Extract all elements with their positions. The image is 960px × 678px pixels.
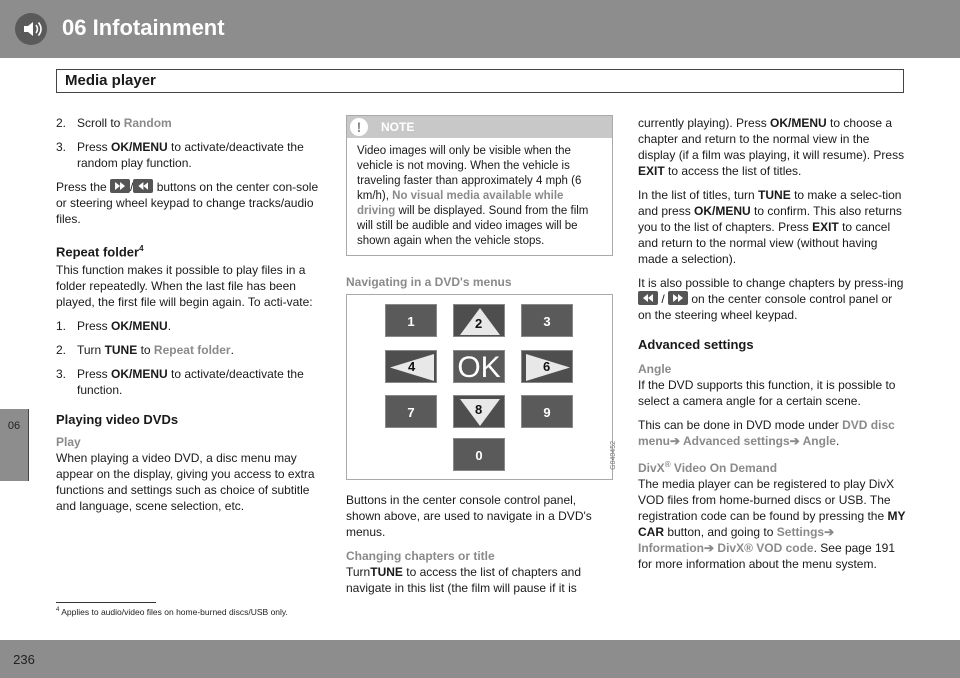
previous-track-icon (133, 179, 153, 193)
paragraph: currently playing). Press OK/MENU to choose a chapter and return to the normal view in the display (if a film was playing, it will resume). Press EXIT to access the list of titles. (638, 116, 905, 178)
paragraph: In the list of titles, turn TUNE to make a selec-tion and press OK/MENU to confirm. This also returns you to the list of chapters. Press EXIT to cancel and return to the normal view (without having made a selection). (638, 188, 902, 266)
section-title: Media player (65, 72, 156, 89)
column-1 (56, 115, 324, 522)
warning-icon: ! (350, 118, 368, 136)
heading-advanced-settings: Advanced settings (638, 337, 754, 352)
next-track-icon (668, 291, 688, 305)
keypad-illustration (346, 294, 617, 480)
paragraph: This can be done in DVD mode under DVD disc menu➔ Advanced settings➔ Angle. (638, 418, 895, 448)
section-title-box (56, 69, 904, 93)
paragraph: The media player can be registered to play DivX VOD files from home-burned discs or USB. The registration code can be found by pressing the MY CAR button, and going to Settings➔ Information➔ DivX® VOD code. See page 191 for more information about the menu system. (638, 477, 906, 571)
arrow-right-icon: ➔ (670, 434, 681, 448)
list-item: 2. Scroll to Random (56, 116, 172, 130)
column-2 (346, 115, 617, 604)
key-0: 0 (453, 438, 505, 471)
footnote-rule (56, 602, 156, 603)
footer-bar (0, 640, 960, 678)
key-6-right-arrow: 6 (521, 350, 573, 383)
key-3: 3 (521, 304, 573, 337)
key-ok: OK (453, 350, 505, 383)
heading-angle: Angle (638, 362, 672, 376)
arrow-right-icon: ➔ (704, 541, 715, 555)
paragraph: TurnTUNE to access the list of chapters and navigate in this list (the film will pause if it is (346, 565, 582, 595)
heading-navigating: Navigating in a DVD's menus (346, 275, 512, 289)
list-item: 1. Press OK/MENU. (56, 319, 172, 334)
page-number: 236 (13, 652, 35, 667)
heading-repeat-folder: Repeat folder$^4$ (56, 244, 144, 260)
chapter-title: 06 Infotainment (62, 15, 225, 40)
key-4-left-arrow: 4 (385, 350, 437, 383)
note-header (347, 116, 612, 138)
chapter-tab (0, 409, 29, 481)
key-8-down-arrow: 8 (453, 395, 505, 428)
chapter-tab-label: 06 (7, 420, 21, 432)
paragraph: Buttons in the center console control panel, shown above, are used to navigate in a DVD's menus. (346, 493, 592, 539)
key-7: 7 (385, 395, 437, 428)
paragraph: If the DVD supports this function, it is possible to select a camera angle for a certain scene. (638, 378, 896, 408)
paragraph: Press the / buttons on the center con-sole or steering wheel keypad to change tracks/audio files. (56, 180, 319, 226)
heading-changing-chapters: Changing chapters or title (346, 549, 495, 563)
list-item: 3. Press OK/MENU to activate/deactivate the random play function. (56, 140, 304, 170)
paragraph: This function makes it possible to play files in a folder repeatedly. When the last file has been played, the first file will begin again. To acti-vate: (56, 263, 313, 310)
list-item: 2. Turn TUNE to Repeat folder. (56, 343, 234, 358)
note-box (346, 115, 613, 256)
heading-video-dvds: Playing video DVDs (56, 412, 179, 428)
heading-divx: DivX® Video On Demand (638, 460, 778, 475)
paragraph: When playing a video DVD, a disc menu may appear on the display, giving you access to extra functions and settings such as choice of subtitle and language, scene selection, etc. (56, 451, 315, 514)
heading-play: Play (56, 435, 81, 450)
arrow-right-icon: ➔ (789, 434, 800, 448)
key-1: 1 (385, 304, 437, 337)
key-2-up-arrow: 2 (453, 304, 505, 337)
next-track-icon (110, 179, 130, 193)
figure-code: G040452 (610, 441, 617, 470)
key-9: 9 (521, 395, 573, 428)
speaker-icon (15, 13, 47, 45)
paragraph: It is also possible to change chapters by press-ing / on the center console control panel or on the steering wheel keypad. (638, 276, 904, 322)
note-title: NOTE (381, 120, 415, 134)
arrow-right-icon: ➔ (824, 525, 835, 539)
note-text: Video images will only be visible when the vehicle is not moving. When the vehicle is traveling faster than approximately 4 mph (6 km/h), No visual media available while driving will be displayed. Sound from the film will still be audible and video images will be shown again when the vehicle stops. (357, 145, 589, 247)
previous-track-icon (638, 291, 658, 305)
header-bar (0, 0, 960, 58)
column-3 (638, 115, 908, 580)
list-item: 3. Press OK/MENU to activate/deactivate the function. (56, 367, 304, 398)
footnote: $^4$ Applies to audio/video files on home-burned discs/USB only. (56, 607, 288, 617)
